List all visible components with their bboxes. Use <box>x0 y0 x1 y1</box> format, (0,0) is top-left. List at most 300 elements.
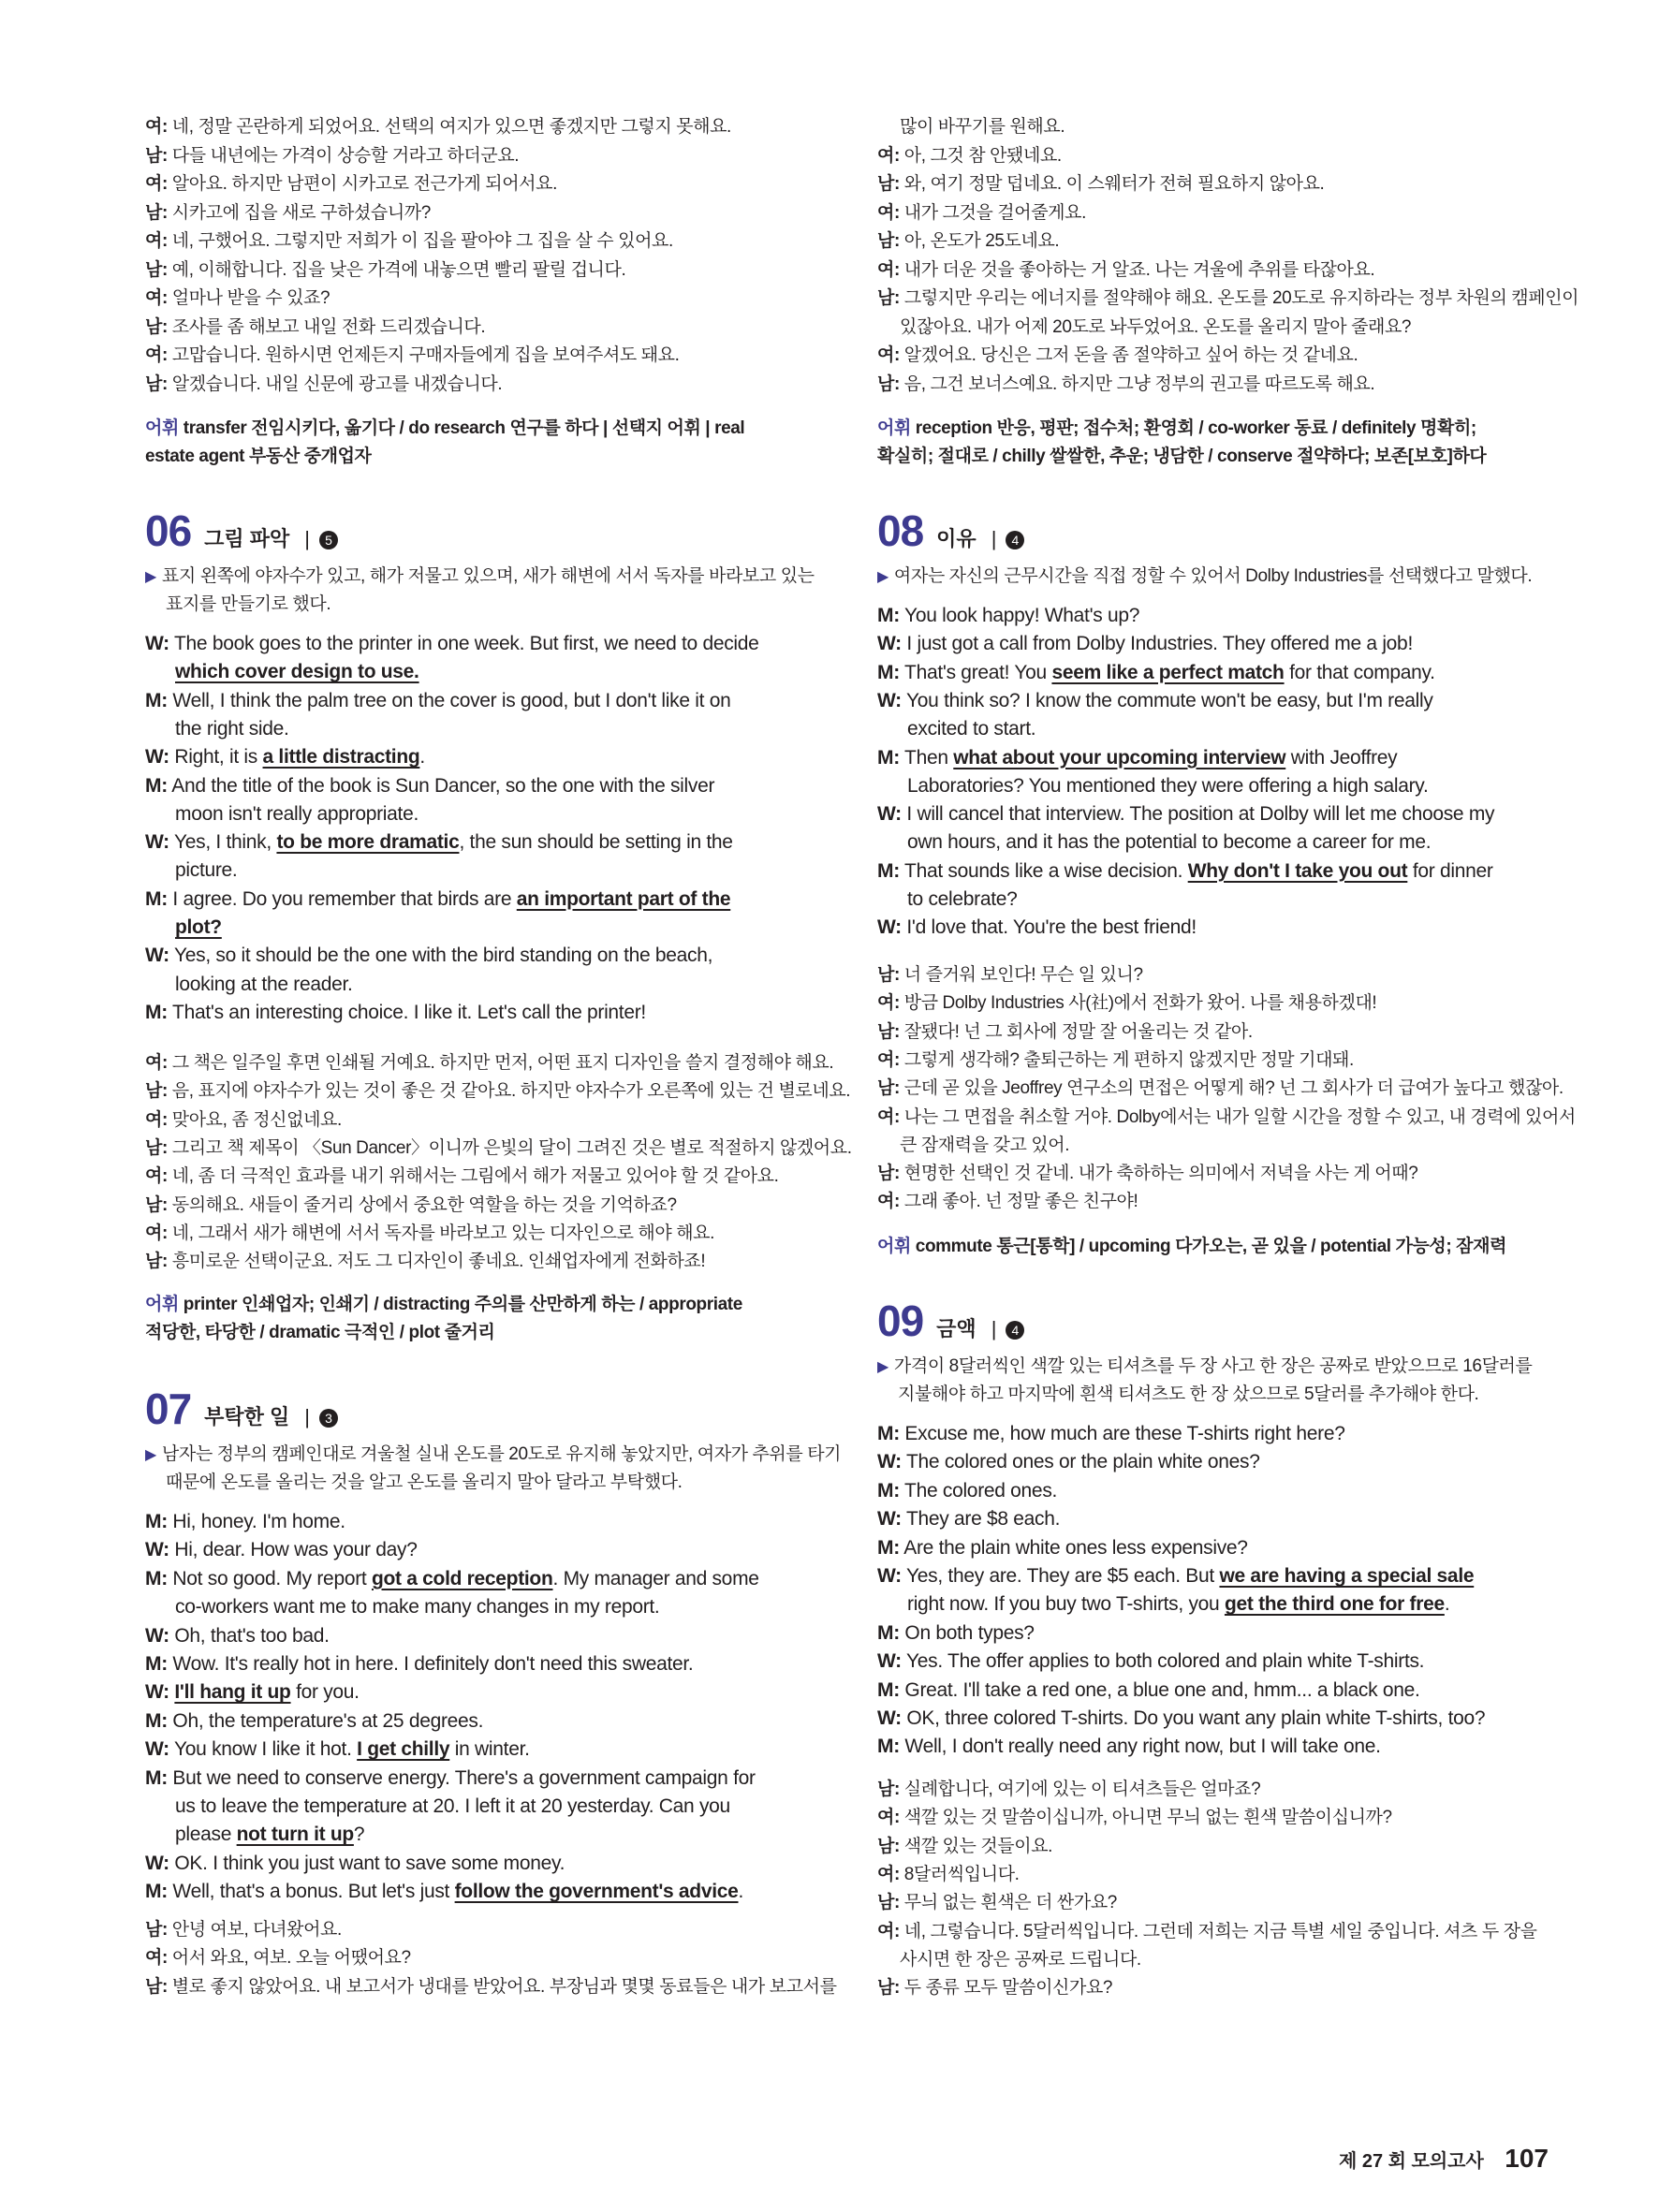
explanation-text: 가격이 8달러씩인 색깔 있는 티셔츠를 두 장 사고 한 장은 공짜로 받았으므로 16달러를 <box>893 1356 1533 1376</box>
line-text: Then <box>899 746 954 769</box>
s09-trans-line <box>877 1888 1117 1913</box>
vocab-line <box>877 1232 1506 1257</box>
line-text: , the sun should be setting in the <box>459 831 733 854</box>
speaker-label: 여: <box>145 1223 168 1243</box>
line-text: 내가 그것을 걸어줄게요. <box>899 202 1086 223</box>
s08-dialogue-line <box>877 633 1413 655</box>
vocab-line <box>877 414 1476 439</box>
line-text: 네, 그래서 새가 해변에 서서 독자를 바라보고 있는 디자인으로 해야 해요. <box>167 1223 714 1243</box>
trans05-line <box>145 370 502 395</box>
line-text: I will cancel that interview. The position at Dolby will let me choose my <box>901 803 1495 826</box>
s06-trans-line <box>145 1247 705 1272</box>
speaker-label: M: <box>877 1479 900 1502</box>
speaker-label: W: <box>877 1451 902 1473</box>
line-text: Hi, honey. I'm home. <box>167 1511 345 1532</box>
s08-dialogue-line <box>877 860 1493 883</box>
line-text: 동의해요. 새들이 줄거리 상에서 중요한 역할을 하는 것을 기억하죠? <box>167 1194 677 1215</box>
line-text: I just got a call from Dolby Industries. They offered me a job! <box>901 633 1413 655</box>
speaker-label: 여: <box>877 345 900 365</box>
line-text: for that company. <box>1284 661 1435 683</box>
line-text: 맞아요, 좀 정신없네요. <box>167 1109 342 1130</box>
s09-dialogue-line <box>877 1707 1485 1730</box>
speaker-label: 여: <box>877 1808 900 1828</box>
s09-dialogue-line <box>877 1736 1381 1758</box>
trans07-line <box>877 198 1086 224</box>
line-text: Not so good. My report <box>167 1567 372 1589</box>
s07-dialogue-line <box>145 1710 483 1733</box>
line-text: Right, it is <box>169 746 263 769</box>
answer-badge: 4 <box>1006 531 1024 549</box>
s09-header <box>877 1296 1024 1344</box>
line-text: 아, 그것 참 안됐네요. <box>899 145 1062 166</box>
line-text: 음, 표지에 야자수가 있는 것이 좋은 것 같아요. 하지만 야자수가 오른쪽에 있는 건 별로네요. <box>167 1081 851 1102</box>
line-text: 네, 그렇습니다. 5달러씩입니다. 그런데 저희는 지금 특별 세일 중입니다. 셔츠 두 장을 <box>899 1921 1537 1941</box>
speaker-label: 여: <box>877 1921 900 1941</box>
line-text: The book goes to the printer in one week. But first, we need to decide <box>169 633 759 654</box>
s09-dialogue-line <box>877 1537 1248 1560</box>
trans07-line <box>877 284 1579 309</box>
line-text: That's an interesting choice. I like it. Let's call the printer! <box>167 1001 646 1023</box>
vocab-line <box>145 1318 494 1343</box>
s09-trans-line <box>877 1860 1020 1885</box>
s07-dialogue-line <box>145 1568 759 1590</box>
line-text: picture. <box>175 859 238 882</box>
vocab-text: 적당한, 타당한 / dramatic 극적인 / plot 줄거리 <box>145 1323 495 1342</box>
trans05-line <box>145 227 673 252</box>
line-text: 어서 와요, 여보. 오늘 어땠어요? <box>167 1948 411 1969</box>
s07-dialogue-line <box>145 1625 330 1648</box>
speaker-label: W: <box>877 1508 902 1531</box>
question-type: 부탁한 일 <box>204 1405 290 1428</box>
s07-dialogue-line <box>175 1824 364 1846</box>
question-type: 금액 <box>936 1317 976 1340</box>
s06-dialogue-line <box>175 916 222 939</box>
explanation-line <box>898 1380 1478 1405</box>
key-phrase: to be more dramatic <box>276 831 460 854</box>
s07-dialogue-line <box>145 1881 743 1903</box>
line-text: 다들 내년에는 가격이 상승할 거라고 하더군요. <box>167 145 520 166</box>
speaker-label: W: <box>145 1852 169 1874</box>
key-phrase: which cover design to use. <box>175 661 419 683</box>
s06-dialogue-line <box>175 859 237 882</box>
trans07-line <box>877 227 1059 252</box>
speaker-label: 여: <box>877 202 900 223</box>
s06-dialogue-line <box>145 775 714 798</box>
trans05-line <box>145 141 519 167</box>
speaker-label: W: <box>145 633 169 654</box>
line-text: Yes, I think, <box>169 831 277 854</box>
speaker-label: 남: <box>145 259 168 280</box>
trans05-line <box>145 313 485 338</box>
line-text: for dinner <box>1407 859 1493 882</box>
s06-dialogue-line <box>175 974 353 996</box>
line-text: 시카고에 집을 새로 구하셨습니까? <box>167 202 431 223</box>
line-text: Hi, dear. How was your day? <box>169 1539 418 1561</box>
s06-dialogue-line <box>145 633 759 655</box>
s09-trans-line <box>900 1945 1141 1970</box>
speaker-label: 남: <box>145 202 168 223</box>
line-text: 무늬 없는 흰색은 더 싼가요? <box>899 1893 1117 1913</box>
s09-trans-line <box>877 1832 1052 1857</box>
footer-test-label: 제 27 회 모의고사 <box>1338 2151 1484 2172</box>
speaker-label: M: <box>145 1001 168 1023</box>
line-text: 알겠어요. 당신은 그저 돈을 좀 절약하고 싶어 하는 것 같네요. <box>899 345 1358 365</box>
speaker-label: 여: <box>145 1053 168 1073</box>
line-text: 사시면 한 장은 공짜로 드립니다. <box>900 1949 1141 1970</box>
explanation-text: 표지를 만들기로 했다. <box>166 594 331 614</box>
speaker-label: M: <box>877 1736 900 1758</box>
line-text: 얼마나 받을 수 있죠? <box>167 288 330 308</box>
speaker-label: 여: <box>145 1109 168 1130</box>
question-number: 08 <box>877 506 924 555</box>
line-text: I agree. Do you remember that birds are <box>167 887 517 910</box>
s06-dialogue-line <box>145 746 425 769</box>
s09-dialogue-line <box>877 1565 1474 1588</box>
line-text: 색깔 있는 것 말씀이십니까, 아니면 무늬 없는 흰색 말씀이십니까? <box>899 1808 1392 1828</box>
speaker-label: 여: <box>877 1192 900 1212</box>
speaker-label: M: <box>145 1511 168 1532</box>
speaker-label: W: <box>877 633 902 655</box>
line-text: . <box>1444 1593 1450 1616</box>
speaker-label: M: <box>145 887 168 910</box>
speaker-label: 여: <box>877 145 900 166</box>
line-text: And the title of the book is Sun Dancer, so the one with the silver <box>167 774 715 797</box>
divider: | <box>304 1405 311 1428</box>
line-text: 네, 구했어요. 그렇지만 저희가 이 집을 팔아야 그 집을 살 수 있어요. <box>167 231 673 251</box>
trans07-line <box>877 370 1374 395</box>
line-text: 방금 Dolby Industries 사(社)에서 전화가 왔어. 나를 채용하겠대! <box>899 993 1377 1014</box>
speaker-label: 남: <box>877 1893 900 1913</box>
line-text: 현명한 선택인 것 같네. 내가 축하하는 의미에서 저녁을 사는 게 어때? <box>899 1164 1418 1184</box>
line-text: for you. <box>290 1681 360 1704</box>
speaker-label: W: <box>877 916 902 939</box>
s06-dialogue-line <box>145 1002 646 1024</box>
divider: | <box>991 527 997 550</box>
speaker-label: 남: <box>877 1021 900 1042</box>
s09-dialogue-line <box>877 1650 1424 1673</box>
question-type: 이유 <box>936 527 976 550</box>
s06-header <box>145 505 338 554</box>
trans05-line <box>145 256 625 281</box>
s08-trans-line <box>877 960 1143 986</box>
s08-trans-line <box>900 1131 1069 1156</box>
line-text: 와, 여기 정말 덥네요. 이 스웨터가 전혀 필요하지 않아요. <box>899 174 1325 194</box>
line-text: You think so? I know the commute won't be easy, but I'm really <box>901 689 1433 711</box>
s09-dialogue-line <box>877 1451 1260 1473</box>
s08-dialogue-line <box>907 831 1431 854</box>
speaker-label: W: <box>877 803 902 826</box>
key-phrase: an important part of the <box>516 887 731 910</box>
s09-dialogue-line <box>877 1622 1035 1645</box>
speaker-label: 남: <box>877 374 900 394</box>
line-text: Oh, the temperature's at 25 degrees. <box>167 1709 484 1732</box>
line-text: 너 즐거워 보인다! 무슨 일 있니? <box>899 965 1143 985</box>
speaker-label: 여: <box>145 1948 168 1969</box>
line-text: On both types? <box>899 1621 1035 1644</box>
arrow-icon: ▶ <box>145 1447 156 1463</box>
line-text: us to leave the temperature at 20. I left it at 20 yesterday. Can you <box>175 1795 730 1817</box>
vocab-line <box>145 442 372 467</box>
s08-trans-line <box>877 989 1376 1014</box>
speaker-label: 남: <box>877 231 900 251</box>
speaker-label: M: <box>145 1709 168 1732</box>
line-text: 그렇지만 우리는 에너지를 절약해야 해요. 온도를 20도로 유지하라는 정부 차원의 캠페인이 <box>899 288 1579 308</box>
question-number: 09 <box>877 1296 924 1345</box>
line-text: Wow. It's really hot in here. I definitely don't need this sweater. <box>167 1653 694 1675</box>
key-phrase: what about your upcoming interview <box>953 746 1286 769</box>
speaker-label: W: <box>877 1565 902 1587</box>
speaker-label: 여: <box>145 288 168 308</box>
line-text: please <box>175 1824 237 1846</box>
vocab-line <box>877 442 1486 467</box>
key-phrase: plot? <box>175 916 222 938</box>
speaker-label: 여: <box>145 231 168 251</box>
line-text: 알아요. 하지만 남편이 시카고로 전근가게 되어서요. <box>167 174 557 194</box>
s08-dialogue-line <box>877 803 1494 826</box>
speaker-label: 남: <box>877 1164 900 1184</box>
line-text: But we need to conserve energy. There's a government campaign for <box>167 1766 756 1789</box>
speaker-label: 여: <box>145 345 168 365</box>
question-number: 07 <box>145 1384 192 1433</box>
vocab-tag: 어휘 <box>877 418 911 438</box>
line-text: Well, I think the palm tree on the cover is good, but I don't like it on <box>167 689 731 711</box>
s07-dialogue-line <box>145 1767 756 1790</box>
line-text: in winter. <box>449 1738 530 1761</box>
speaker-label: M: <box>877 1678 900 1701</box>
line-text: the right side. <box>175 717 289 740</box>
line-text: 예, 이해합니다. 집을 낮은 가격에 내놓으면 빨리 팔릴 겁니다. <box>167 259 626 280</box>
vocab-tag: 어휘 <box>877 1237 911 1256</box>
divider: | <box>991 1317 997 1340</box>
line-text: The colored ones or the plain white ones? <box>901 1451 1260 1473</box>
speaker-label: 남: <box>145 374 168 394</box>
s08-trans-line <box>877 1187 1138 1212</box>
s09-trans-line <box>877 1973 1112 1999</box>
s08-trans-line <box>877 1018 1253 1043</box>
speaker-label: 남: <box>145 1252 168 1272</box>
s06-trans-line <box>145 1134 852 1159</box>
explanation-text: 지불해야 하고 마지막에 흰색 티셔츠도 한 장 샀으므로 5달러를 추가해야 한다. <box>898 1384 1479 1404</box>
line-text: Oh, that's too bad. <box>169 1624 330 1647</box>
s08-dialogue-line <box>877 605 1139 627</box>
s08-dialogue-line <box>877 916 1197 939</box>
line-text: Are the plain white ones less expensive? <box>899 1536 1248 1559</box>
explanation-line <box>166 1468 683 1493</box>
speaker-label: 남: <box>145 1137 168 1158</box>
speaker-label: M: <box>145 1881 168 1903</box>
explanation-line <box>877 1352 1532 1377</box>
speaker-label: 여: <box>145 117 168 137</box>
line-text: excited to start. <box>907 718 1036 740</box>
s09-dialogue-line <box>877 1423 1345 1445</box>
speaker-label: M: <box>877 746 900 769</box>
s06-trans-line <box>145 1048 833 1074</box>
speaker-label: 남: <box>877 1078 900 1099</box>
line-text: Excuse me, how much are these T-shirts right here? <box>899 1423 1345 1444</box>
line-text: to celebrate? <box>907 888 1018 910</box>
speaker-label: M: <box>877 1423 900 1444</box>
line-text: That sounds like a wise decision. <box>899 859 1188 882</box>
s06-trans-line <box>145 1077 850 1102</box>
s07-dialogue-line <box>145 1853 565 1875</box>
line-text: 고맙습니다. 원하시면 언제든지 구매자들에게 집을 보여주셔도 돼요. <box>167 345 680 365</box>
line-text: Yes, so it should be the one with the bird standing on the beach, <box>169 945 713 967</box>
answer-badge: 3 <box>319 1409 338 1428</box>
line-text: 그래 좋아. 넌 정말 좋은 친구야! <box>899 1192 1138 1212</box>
key-phrase: we are having a special sale <box>1219 1565 1475 1587</box>
speaker-label: W: <box>145 1539 169 1561</box>
line-text: looking at the reader. <box>175 973 353 995</box>
line-text: 잘됐다! 넌 그 회사에 정말 잘 어울리는 것 같아. <box>899 1021 1253 1042</box>
speaker-label: M: <box>877 605 900 626</box>
s06-dialogue-line <box>145 690 730 712</box>
speaker-label: 남: <box>145 1920 168 1940</box>
line-text: ? <box>353 1824 365 1846</box>
explanation-text: 남자는 정부의 캠페인대로 겨울철 실내 온도를 20도로 유지해 놓았지만, 여자가 추위를 타기 <box>161 1444 842 1464</box>
speaker-label: M: <box>145 689 168 711</box>
speaker-label: M: <box>877 1536 900 1559</box>
speaker-label: 남: <box>877 174 900 194</box>
speaker-label: M: <box>145 774 168 797</box>
explanation-text: 여자는 자신의 근무시간을 직접 정할 수 있어서 Dolby Industries를 선택했다고 말했다. <box>893 566 1533 586</box>
speaker-label: W: <box>877 689 902 711</box>
trans07-line <box>877 256 1374 281</box>
vocab-text: commute 통근[통학] / upcoming 다가오는, 곧 있을 / potential 가능성; 잠재력 <box>910 1237 1507 1256</box>
s07-dialogue-line <box>145 1681 360 1704</box>
explanation-text: 때문에 온도를 올리는 것을 알고 온도를 올리지 말아 달라고 부탁했다. <box>166 1472 683 1492</box>
line-text: 흥미로운 선택이군요. 저도 그 디자인이 좋네요. 인쇄업자에게 전화하죠! <box>167 1252 706 1272</box>
speaker-label: 남: <box>145 145 168 166</box>
speaker-label: 여: <box>877 259 900 280</box>
key-phrase: get the third one for free <box>1224 1593 1445 1616</box>
line-text: 큰 잠재력을 갖고 있어. <box>900 1135 1070 1155</box>
vocab-text: 확실히; 절대로 / chilly 쌀쌀한, 추운; 냉담한 / conserve 절약하다; 보존[보호]하다 <box>877 447 1487 466</box>
s07-trans-line <box>145 1943 411 1969</box>
line-text: 색깔 있는 것들이요. <box>899 1836 1053 1856</box>
trans07-line <box>877 169 1324 195</box>
speaker-label: 남: <box>877 288 900 308</box>
s07-header <box>145 1384 338 1432</box>
line-text: Well, I don't really need any right now, but I will take one. <box>899 1736 1381 1758</box>
vocab-tag: 어휘 <box>145 418 179 438</box>
speaker-label: 여: <box>877 1049 900 1070</box>
s06-trans-line <box>145 1219 714 1244</box>
line-text: 그렇게 생각해? 출퇴근하는 게 편하지 않겠지만 정말 기대돼. <box>899 1049 1354 1070</box>
s06-dialogue-line <box>175 661 419 683</box>
line-text: Great. I'll take a red one, a blue one and, hmm... a black one. <box>899 1678 1420 1701</box>
s06-trans-line <box>145 1162 778 1187</box>
line-text: . My manager and some <box>552 1567 759 1589</box>
speaker-label: M: <box>877 661 900 683</box>
speaker-label: M: <box>145 1567 168 1589</box>
speaker-label: 남: <box>145 1194 168 1215</box>
question-number: 06 <box>145 506 192 555</box>
vocab-text: printer 인쇄업자; 인쇄기 / distracting 주의를 산만하게 하는 / appropriate <box>178 1295 742 1314</box>
explanation-line <box>145 562 815 587</box>
line-text: right now. If you buy two T-shirts, you <box>907 1593 1225 1616</box>
line-text: 아, 온도가 25도네요. <box>899 231 1060 251</box>
answer-badge: 5 <box>319 531 338 549</box>
speaker-label: 여: <box>145 1166 168 1187</box>
vocab-text: reception 반응, 평판; 접수처; 환영회 / co-worker 동료 / definitely 명확히; <box>910 418 1476 438</box>
line-text: 실례합니다, 여기에 있는 이 티셔츠들은 얼마죠? <box>899 1780 1261 1799</box>
line-text: 음, 그건 보너스예요. 하지만 그냥 정부의 권고를 따르도록 해요. <box>899 374 1375 394</box>
key-phrase: got a cold reception <box>371 1567 553 1589</box>
speaker-label: W: <box>145 1738 169 1761</box>
s08-dialogue-line <box>907 888 1018 911</box>
speaker-label: 남: <box>145 1081 168 1102</box>
speaker-label: 여: <box>877 993 900 1014</box>
s08-trans-line <box>877 1074 1564 1099</box>
speaker-label: M: <box>145 1653 168 1675</box>
speaker-label: W: <box>145 1624 169 1647</box>
trans05-line <box>145 198 431 224</box>
page-number: 107 <box>1505 2144 1549 2173</box>
line-text: . <box>738 1881 744 1903</box>
explanation-text: 표지 왼쪽에 야자수가 있고, 해가 저물고 있으며, 새가 해변에 서서 독자를 바라보고 있는 <box>161 566 815 586</box>
s08-trans-line <box>877 1103 1576 1128</box>
line-text: 근데 곧 있을 Jeoffrey 연구소의 면접은 어떻게 해? 넌 그 회사가 더 급여가 높다고 했잖아. <box>899 1078 1564 1099</box>
key-phrase: Why don't I take you out <box>1187 859 1408 882</box>
line-text: They are $8 each. <box>901 1508 1061 1531</box>
explanation-line <box>166 590 330 615</box>
line-text: Laboratories? You mentioned they were offering a high salary. <box>907 774 1429 797</box>
s06-dialogue-line <box>145 888 730 911</box>
explanation-line <box>145 1440 841 1465</box>
line-text: 조사를 좀 해보고 내일 전화 드리겠습니다. <box>167 316 486 337</box>
speaker-label: 남: <box>877 1836 900 1856</box>
s06-dialogue-line <box>175 803 418 826</box>
speaker-label: M: <box>877 859 900 882</box>
line-text: Yes, they are. They are $5 each. But <box>901 1565 1220 1587</box>
s09-dialogue-line <box>877 1679 1420 1702</box>
key-phrase: I get chilly <box>357 1738 450 1761</box>
s08-trans-line <box>877 1159 1417 1184</box>
line-text: 많이 바꾸기를 원해요. <box>900 117 1065 137</box>
trans07-line <box>877 341 1358 366</box>
line-text: . <box>419 746 425 769</box>
line-text: 알겠습니다. 내일 신문에 광고를 내겠습니다. <box>167 374 503 394</box>
s07-dialogue-line <box>145 1511 345 1533</box>
speaker-label: 남: <box>877 1780 900 1799</box>
s09-trans-line <box>877 1775 1260 1800</box>
divider: | <box>304 527 311 550</box>
s08-dialogue-line <box>877 662 1435 684</box>
trans05-line <box>145 341 680 366</box>
vocab-text: estate agent 부동산 중개업자 <box>145 447 372 466</box>
speaker-label: W: <box>145 831 169 854</box>
s06-dialogue-line <box>145 831 733 854</box>
arrow-icon: ▶ <box>145 569 156 585</box>
speaker-label: W: <box>145 746 169 769</box>
line-text: 그리고 책 제목이 〈Sun Dancer〉이니까 은빛의 달이 그려진 것은 별로 적절하지 않겠어요. <box>167 1137 852 1158</box>
s08-dialogue-line <box>877 747 1397 769</box>
s09-dialogue-line <box>907 1593 1449 1616</box>
line-text: moon isn't really appropriate. <box>175 802 418 825</box>
s07-dialogue-line <box>145 1539 418 1561</box>
question-type: 그림 파악 <box>204 527 290 550</box>
line-text: You know I like it hot. <box>169 1738 358 1761</box>
line-text: 나는 그 면접을 취소할 거야. Dolby에서는 내가 일할 시간을 정할 수 있고, 내 경력에 있어서 <box>899 1106 1576 1127</box>
line-text: 있잖아요. 내가 어제 20도로 놔두었어요. 온도를 올리지 말아 줄래요? <box>900 316 1412 337</box>
speaker-label: M: <box>877 1621 900 1644</box>
arrow-icon: ▶ <box>877 569 888 585</box>
line-text: 8달러씩입니다. <box>899 1864 1020 1884</box>
speaker-label: 여: <box>877 1106 900 1127</box>
arrow-icon: ▶ <box>877 1359 888 1375</box>
s08-dialogue-line <box>907 775 1428 798</box>
line-text: Yes. The offer applies to both colored and plain white T-shirts. <box>901 1650 1425 1673</box>
